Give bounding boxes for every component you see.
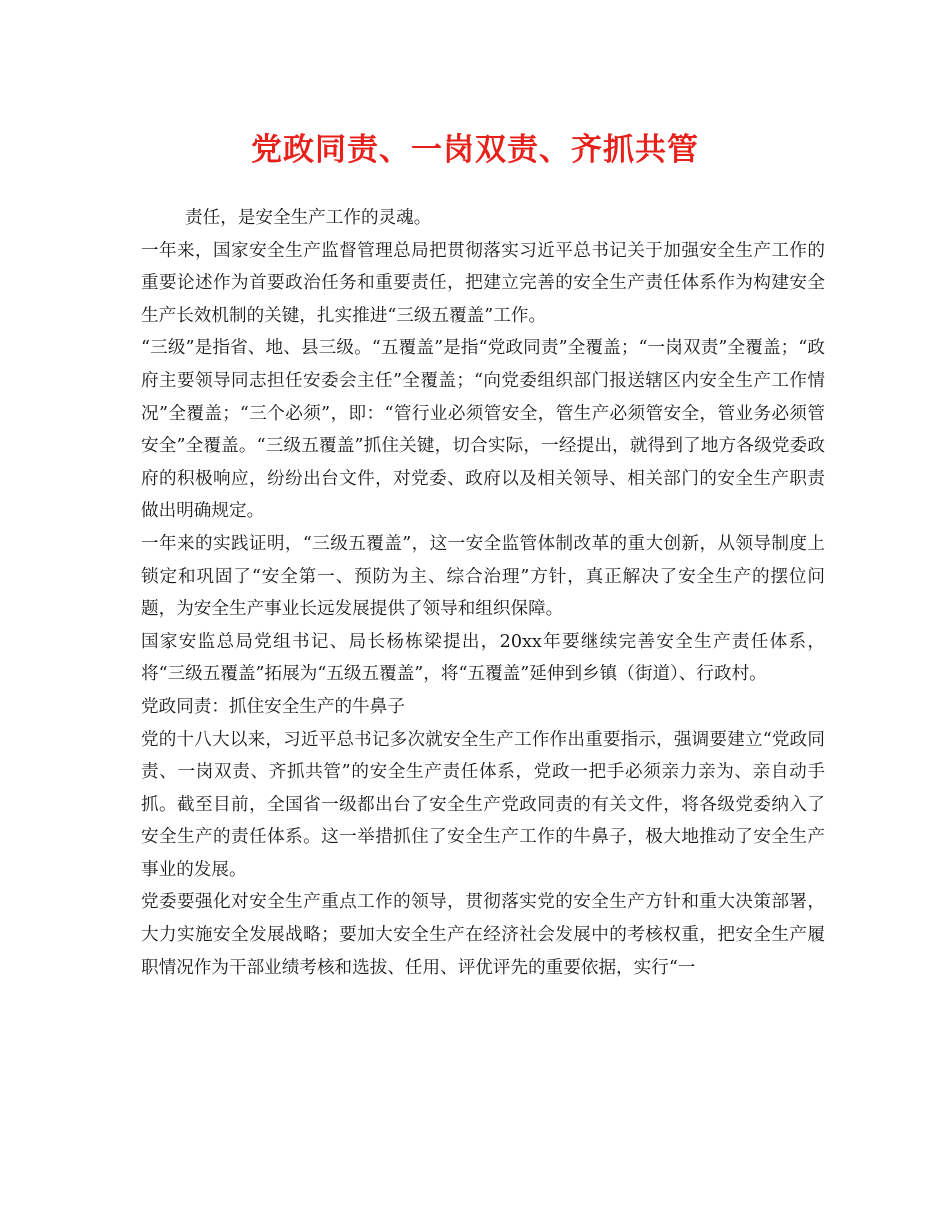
paragraph: 一年来的实践证明，“三级五覆盖”，这一安全监管体制改革的重大创新，从领导制度上锁定和巩固了“安全第一、预防为主、综合治理”方针，真正解决了安全生产的摆位问题，为安全生产事业长远发展提供了领导和组织保障。 xyxy=(141,533,825,620)
paragraph: 党委要强化对安全生产重点工作的领导，贯彻落实党的安全生产方针和重大决策部署，大力实施安全发展战略；要加大安全生产在经济社会发展中的考核权重，把安全生产履职情况作为干部业绩考核和选拔、任用、评优评先的重要依据，实行“一 xyxy=(141,892,825,978)
paragraph: 国家安监总局党组书记、局长杨栋梁提出，20xx年要继续完善安全生产责任体系，将“三级五覆盖”拓展为“五级五覆盖”，将“五覆盖”延伸到乡镇（街道）、行政村。 xyxy=(141,631,825,685)
document-body xyxy=(141,202,825,984)
paragraph: “三级”是指省、地、县三级。“五覆盖”是指“党政同责”全覆盖；“一岗双责”全覆盖；“政府主要领导同志担任安委会主任”全覆盖；“向党委组织部门报送辖区内安全生产工作情况”全覆盖；“三个必须”，即：“管行业必须管安全，管生产必须管安全，管业务必须管安全”全覆盖。“三级五覆盖”抓住关键，切合实际，一经提出，就得到了地方各级党委政府的积极响应，纷纷出台文件，对党委、政府以及相关领导、相关部门的安全生产职责做出明确规定。 xyxy=(141,338,825,522)
section-heading: 党政同责：抓住安全生产的牛鼻子 xyxy=(141,696,405,717)
paragraph: 一年来，国家安全生产监督管理总局把贯彻落实习近平总书记关于加强安全生产工作的重要论述作为首要政治任务和重要责任，把建立完善的安全生产责任体系作为构建安全生产长效机制的关键，扎实推进“三级五覆盖”工作。 xyxy=(141,240,825,326)
paragraph: 党的十八大以来，习近平总书记多次就安全生产工作作出重要指示，强调要建立“党政同责、一岗双责、齐抓共管”的安全生产责任体系，党政一把手必须亲力亲为、亲自动手抓。截至目前，全国省一级都出台了安全生产党政同责的有关文件，将各级党委纳入了安全生产的责任体系。这一举措抓住了安全生产工作的牛鼻子，极大地推动了安全生产事业的发展。 xyxy=(141,729,825,880)
document-title: 党政同责、一岗双责、齐抓共管 xyxy=(251,132,699,168)
paragraph-intro: 责任，是安全生产工作的灵魂。 xyxy=(185,208,432,228)
